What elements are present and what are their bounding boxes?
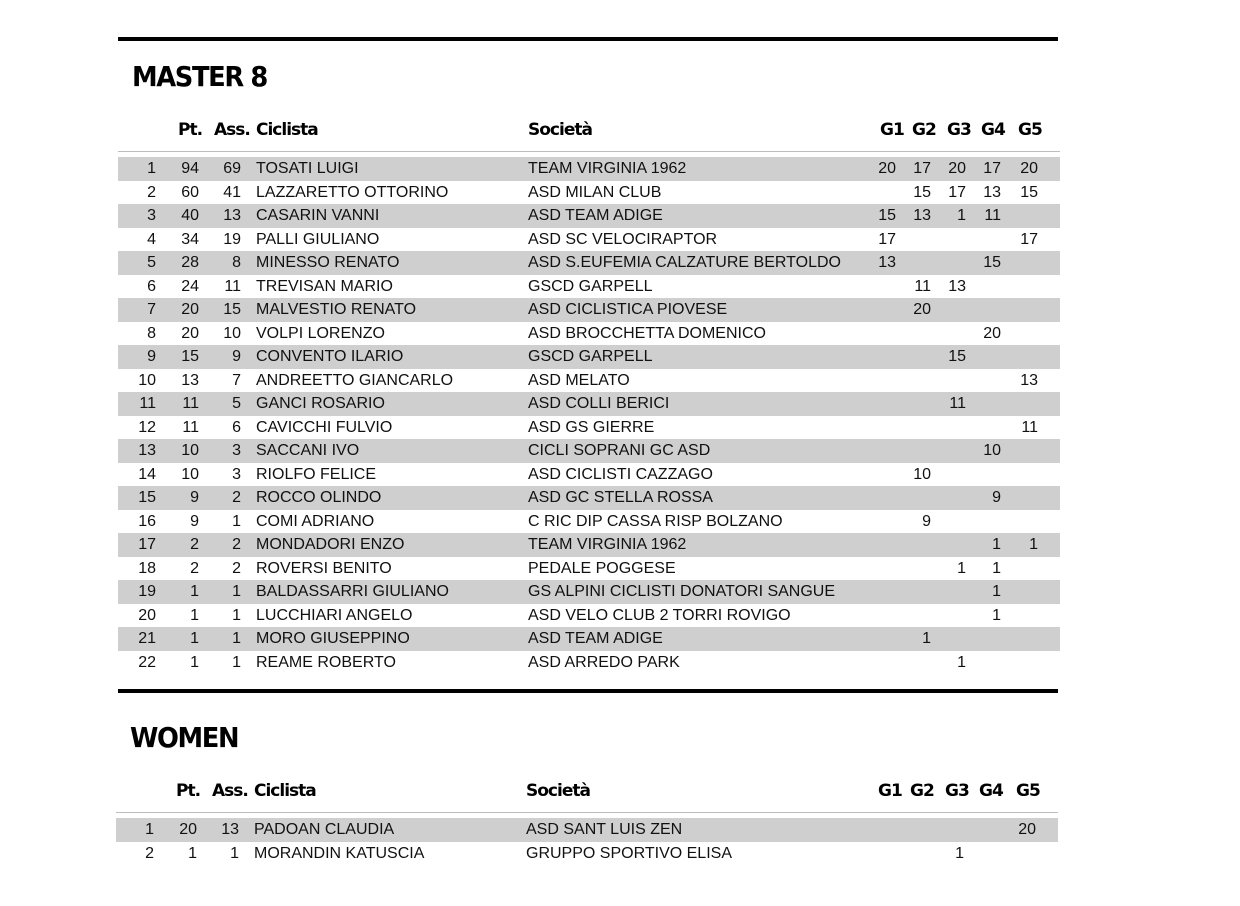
points-cell: 40 bbox=[181, 207, 199, 224]
g2-cell: 15 bbox=[913, 183, 931, 201]
team-name: ASD CICLISTI CAZZAGO bbox=[528, 465, 713, 483]
table-row bbox=[118, 416, 1060, 440]
rank-cell: 13 bbox=[138, 442, 156, 459]
rider-name: ROCCO OLINDO bbox=[256, 489, 382, 506]
g4-cell: 1 bbox=[992, 536, 1001, 553]
g2-cell: 1 bbox=[922, 630, 931, 647]
points-cell: 13 bbox=[181, 371, 199, 389]
header-pt: Pt. bbox=[176, 781, 201, 801]
team-name: TEAM VIRGINIA 1962 bbox=[528, 160, 687, 177]
g4-cell: 1 bbox=[992, 559, 1001, 577]
ass-cell: 8 bbox=[232, 254, 241, 271]
header-societa: Società bbox=[528, 120, 592, 140]
team-name: ASD SANT LUIS ZEN bbox=[526, 821, 683, 838]
g4-cell: 15 bbox=[983, 254, 1001, 271]
table-row bbox=[118, 533, 1060, 557]
section-title-women: WOMEN bbox=[130, 721, 239, 754]
g4-cell: 17 bbox=[983, 160, 1001, 177]
rank-cell: 18 bbox=[138, 559, 156, 577]
table-row bbox=[118, 322, 1060, 346]
table-row bbox=[118, 181, 1060, 205]
table-row bbox=[118, 369, 1060, 393]
header-g3: G3 bbox=[945, 781, 969, 801]
table-row bbox=[118, 228, 1060, 252]
points-cell: 15 bbox=[181, 348, 199, 365]
table-row bbox=[118, 157, 1060, 181]
g3-cell: 17 bbox=[948, 183, 966, 201]
rider-name: CAVICCHI FULVIO bbox=[256, 418, 393, 436]
table-row bbox=[118, 439, 1060, 463]
points-cell: 1 bbox=[188, 844, 197, 862]
rider-name: MINESSO RENATO bbox=[256, 254, 400, 271]
g5-cell: 20 bbox=[1018, 821, 1036, 838]
rider-name: ROVERSI BENITO bbox=[256, 559, 392, 577]
g3-cell: 1 bbox=[957, 559, 966, 577]
standings-table-women bbox=[116, 818, 1058, 865]
rank-cell: 2 bbox=[147, 183, 156, 201]
g3-cell: 1 bbox=[955, 844, 964, 862]
rank-cell: 2 bbox=[145, 844, 154, 862]
team-name: ASD BROCCHETTA DOMENICO bbox=[528, 324, 766, 342]
header-g4: G4 bbox=[981, 120, 1005, 140]
team-name: GS ALPINI CICLISTI DONATORI SANGUE bbox=[528, 583, 836, 600]
team-name: C RIC DIP CASSA RISP BOLZANO bbox=[528, 512, 783, 530]
header-g2: G2 bbox=[912, 120, 936, 140]
g1-cell: 20 bbox=[878, 160, 896, 177]
rider-name: PADOAN CLAUDIA bbox=[254, 821, 395, 838]
rank-cell: 7 bbox=[147, 301, 156, 318]
points-cell: 28 bbox=[181, 254, 199, 271]
ass-cell: 11 bbox=[224, 277, 241, 295]
g4-cell: 9 bbox=[992, 489, 1001, 506]
rank-cell: 5 bbox=[147, 254, 156, 271]
header-ciclista: Ciclista bbox=[254, 781, 316, 801]
points-cell: 20 bbox=[181, 301, 199, 318]
team-name: TEAM VIRGINIA 1962 bbox=[528, 536, 687, 553]
g3-cell: 15 bbox=[948, 348, 966, 365]
ass-cell: 3 bbox=[232, 442, 241, 459]
table-row bbox=[118, 651, 1060, 675]
ass-cell: 1 bbox=[230, 844, 239, 862]
points-cell: 20 bbox=[181, 324, 199, 342]
top-rule bbox=[118, 37, 1058, 41]
points-cell: 10 bbox=[181, 465, 199, 483]
rider-name: MALVESTIO RENATO bbox=[256, 301, 417, 318]
header-ass: Ass. bbox=[212, 781, 248, 801]
rank-cell: 15 bbox=[138, 489, 156, 506]
section-title-master8: MASTER 8 bbox=[132, 60, 267, 93]
ass-cell: 1 bbox=[232, 630, 241, 647]
ass-cell: 13 bbox=[221, 821, 239, 838]
header-divider bbox=[116, 812, 1058, 813]
ass-cell: 2 bbox=[232, 536, 241, 553]
table-row bbox=[118, 486, 1060, 510]
table-row bbox=[118, 627, 1060, 651]
rider-name: MONDADORI ENZO bbox=[256, 536, 405, 553]
table-row bbox=[118, 510, 1060, 534]
g4-cell: 1 bbox=[992, 583, 1001, 600]
rider-name: GANCI ROSARIO bbox=[256, 395, 385, 412]
team-name: ASD TEAM ADIGE bbox=[528, 630, 663, 647]
rider-name: VOLPI LORENZO bbox=[256, 324, 385, 342]
rank-cell: 16 bbox=[138, 512, 156, 530]
team-name: ASD SC VELOCIRAPTOR bbox=[528, 230, 718, 248]
header-divider bbox=[118, 151, 1060, 152]
ass-cell: 9 bbox=[232, 348, 241, 365]
rank-cell: 19 bbox=[138, 583, 156, 600]
rank-cell: 22 bbox=[138, 653, 156, 671]
g4-cell: 13 bbox=[983, 183, 1001, 201]
g5-cell: 17 bbox=[1020, 230, 1038, 248]
header-societa: Società bbox=[526, 781, 590, 801]
team-name: ASD GS GIERRE bbox=[528, 418, 655, 436]
rank-cell: 10 bbox=[138, 371, 156, 389]
rank-cell: 21 bbox=[138, 630, 156, 647]
g4-cell: 11 bbox=[984, 207, 1001, 224]
team-name: ASD VELO CLUB 2 TORRI ROVIGO bbox=[528, 606, 791, 624]
points-cell: 34 bbox=[181, 230, 199, 248]
rank-cell: 17 bbox=[138, 536, 156, 553]
header-pt: Pt. bbox=[178, 120, 203, 140]
rider-name: PALLI GIULIANO bbox=[256, 230, 380, 248]
ass-cell: 2 bbox=[232, 489, 241, 506]
table-row bbox=[118, 604, 1060, 628]
team-name: ASD MELATO bbox=[528, 371, 630, 389]
rider-name: LUCCHIARI ANGELO bbox=[256, 606, 413, 624]
points-cell: 9 bbox=[190, 489, 199, 506]
team-name: ASD COLLI BERICI bbox=[528, 395, 670, 412]
g4-cell: 20 bbox=[983, 324, 1001, 342]
points-cell: 11 bbox=[182, 395, 199, 412]
team-name: ASD CICLISTICA PIOVESE bbox=[528, 301, 728, 318]
rider-name: RIOLFO FELICE bbox=[256, 465, 377, 483]
g1-cell: 15 bbox=[878, 207, 896, 224]
ass-cell: 13 bbox=[223, 207, 241, 224]
g2-cell: 20 bbox=[913, 301, 931, 318]
ass-cell: 7 bbox=[232, 371, 241, 389]
table-row bbox=[118, 557, 1060, 581]
header-g5: G5 bbox=[1018, 120, 1042, 140]
points-cell: 10 bbox=[181, 442, 199, 459]
rider-name: REAME ROBERTO bbox=[256, 653, 396, 671]
ass-cell: 1 bbox=[232, 653, 241, 671]
points-cell: 1 bbox=[190, 583, 199, 600]
g2-cell: 9 bbox=[922, 512, 931, 530]
header-g2: G2 bbox=[910, 781, 934, 801]
rider-name: SACCANI IVO bbox=[256, 442, 360, 459]
header-g1: G1 bbox=[878, 781, 902, 801]
standings-table-master8 bbox=[118, 157, 1060, 674]
rider-name: TOSATI LUIGI bbox=[256, 160, 359, 177]
g2-cell: 13 bbox=[913, 207, 931, 224]
ass-cell: 2 bbox=[232, 559, 241, 577]
table-row bbox=[118, 392, 1060, 416]
ass-cell: 6 bbox=[232, 418, 241, 436]
ass-cell: 15 bbox=[223, 301, 241, 318]
rider-name: BALDASSARRI GIULIANO bbox=[256, 583, 449, 600]
table-row bbox=[116, 818, 1058, 842]
g3-cell: 1 bbox=[957, 207, 966, 224]
rider-name: LAZZARETTO OTTORINO bbox=[256, 183, 449, 201]
points-cell: 2 bbox=[190, 536, 199, 553]
rank-cell: 6 bbox=[147, 277, 156, 295]
table-row bbox=[118, 345, 1060, 369]
ass-cell: 3 bbox=[232, 465, 241, 483]
header-ass: Ass. bbox=[214, 120, 250, 140]
header-g4: G4 bbox=[979, 781, 1003, 801]
table-row bbox=[118, 580, 1060, 604]
rank-cell: 3 bbox=[147, 207, 156, 224]
ass-cell: 69 bbox=[223, 160, 241, 177]
g2-cell: 11 bbox=[914, 277, 931, 295]
g4-cell: 10 bbox=[983, 442, 1001, 459]
team-name: GSCD GARPELL bbox=[528, 277, 653, 295]
team-name: PEDALE POGGESE bbox=[528, 559, 676, 577]
points-cell: 94 bbox=[181, 160, 199, 177]
table-row bbox=[118, 298, 1060, 322]
rider-name: CONVENTO ILARIO bbox=[256, 348, 404, 365]
points-cell: 60 bbox=[181, 183, 199, 201]
rider-name: MORANDIN KATUSCIA bbox=[254, 844, 425, 862]
rank-cell: 14 bbox=[138, 465, 156, 483]
team-name: ASD ARREDO PARK bbox=[528, 653, 680, 671]
rider-name: CASARIN VANNI bbox=[256, 207, 380, 224]
table-row bbox=[118, 204, 1060, 228]
team-name: GSCD GARPELL bbox=[528, 348, 653, 365]
g4-cell: 1 bbox=[992, 606, 1001, 624]
rider-name: TREVISAN MARIO bbox=[256, 277, 393, 295]
table-row bbox=[118, 251, 1060, 275]
g3-cell: 1 bbox=[957, 653, 966, 671]
table-header-master8 bbox=[118, 116, 1060, 146]
rider-name: ANDREETTO GIANCARLO bbox=[256, 371, 454, 389]
table-header-women bbox=[116, 777, 1058, 807]
g3-cell: 11 bbox=[949, 395, 966, 412]
rank-cell: 9 bbox=[147, 348, 156, 365]
table-row bbox=[118, 463, 1060, 487]
ass-cell: 5 bbox=[232, 395, 241, 412]
ass-cell: 1 bbox=[232, 512, 241, 530]
team-name: ASD MILAN CLUB bbox=[528, 183, 662, 201]
points-cell: 2 bbox=[190, 559, 199, 577]
ass-cell: 1 bbox=[232, 583, 241, 600]
g2-cell: 17 bbox=[913, 160, 931, 177]
rank-cell: 11 bbox=[139, 395, 156, 412]
rank-cell: 1 bbox=[145, 821, 154, 838]
table-row bbox=[118, 275, 1060, 299]
table-row bbox=[116, 842, 1058, 866]
g1-cell: 17 bbox=[878, 230, 896, 248]
header-ciclista: Ciclista bbox=[256, 120, 318, 140]
rider-name: MORO GIUSEPPINO bbox=[256, 630, 410, 647]
ass-cell: 19 bbox=[223, 230, 241, 248]
team-name: ASD GC STELLA ROSSA bbox=[528, 489, 713, 506]
points-cell: 1 bbox=[190, 653, 199, 671]
g1-cell: 13 bbox=[878, 254, 896, 271]
points-cell: 24 bbox=[181, 277, 199, 295]
g3-cell: 13 bbox=[948, 277, 966, 295]
points-cell: 11 bbox=[182, 418, 199, 436]
team-name: ASD S.EUFEMIA CALZATURE BERTOLDO bbox=[528, 254, 841, 271]
team-name: GRUPPO SPORTIVO ELISA bbox=[526, 844, 732, 862]
points-cell: 20 bbox=[179, 821, 197, 838]
team-name: ASD TEAM ADIGE bbox=[528, 207, 663, 224]
g5-cell: 11 bbox=[1021, 418, 1038, 436]
rank-cell: 20 bbox=[138, 606, 156, 624]
g3-cell: 20 bbox=[948, 160, 966, 177]
rank-cell: 8 bbox=[147, 324, 156, 342]
team-name: CICLI SOPRANI GC ASD bbox=[528, 442, 711, 459]
points-cell: 1 bbox=[190, 606, 199, 624]
header-g5: G5 bbox=[1016, 781, 1040, 801]
g2-cell: 10 bbox=[913, 465, 931, 483]
g5-cell: 1 bbox=[1029, 536, 1038, 553]
rank-cell: 4 bbox=[147, 230, 156, 248]
points-cell: 1 bbox=[190, 630, 199, 647]
g5-cell: 20 bbox=[1020, 160, 1038, 177]
g5-cell: 13 bbox=[1020, 371, 1038, 389]
ass-cell: 10 bbox=[223, 324, 241, 342]
header-g3: G3 bbox=[947, 120, 971, 140]
header-g1: G1 bbox=[880, 120, 904, 140]
rank-cell: 1 bbox=[147, 160, 156, 177]
ass-cell: 41 bbox=[223, 183, 241, 201]
rank-cell: 12 bbox=[138, 418, 156, 436]
points-cell: 9 bbox=[190, 512, 199, 530]
section-rule bbox=[118, 689, 1058, 693]
ass-cell: 1 bbox=[232, 606, 241, 624]
rider-name: COMI ADRIANO bbox=[256, 512, 375, 530]
g5-cell: 15 bbox=[1020, 183, 1038, 201]
